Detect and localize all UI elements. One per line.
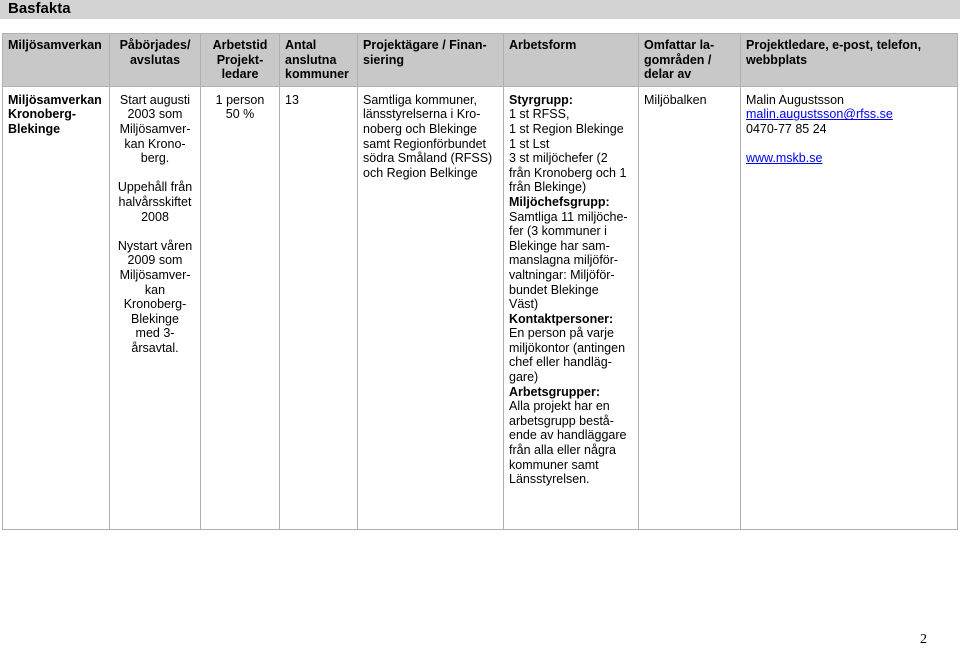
cell-projektagare: Samtliga kommuner, länsstyrelserna i Kro- noberg och Blekinge samt Regionförbundet södra Småland (RFSS) och Region Belkinge xyxy=(358,86,504,529)
cell-paborjades: Start augusti 2003 som Miljösamver- kan Krono- berg. Uppehåll från halvårsskiftet 2008 Nystart våren 2009 som Miljösamver- kan Kronoberg- Blekinge med 3- årsavtal. xyxy=(110,86,201,529)
section-heading-bar xyxy=(0,0,960,19)
header-projektledare: Projektledare, e-post, telefon, webbplats xyxy=(741,34,958,87)
header-arbetsform: Arbetsform xyxy=(504,34,639,87)
styrgrupp-title: Styrgrupp: xyxy=(509,92,573,107)
leader-phone: 0470-77 85 24 xyxy=(746,121,827,136)
cell-arbetstid: 1 person 50 % xyxy=(201,86,280,529)
arbetsgrupper-title: Arbetsgrupper: xyxy=(509,384,600,399)
header-omfattar: Omfattar la- gområden / delar av xyxy=(639,34,741,87)
section-heading: Basfakta xyxy=(8,0,71,17)
table-row xyxy=(3,86,958,529)
header-miljosamverkan: Miljösamverkan xyxy=(3,34,110,87)
header-paborjades: Påbörjades/ avslutas xyxy=(110,34,201,87)
kontakt-title: Kontaktpersoner: xyxy=(509,311,614,326)
leader-name: Malin Augustsson xyxy=(746,92,844,107)
page-number: 2 xyxy=(920,632,927,647)
cell-antal-kommuner: 13 xyxy=(280,86,358,529)
cell-name: Miljösamverkan Kronoberg- Blekinge xyxy=(3,86,110,529)
cell-arbetsform: Styrgrupp: 1 st RFSS, 1 st Region Blekinge 1 st Lst 3 st miljöchefer (2 från Kronoberg och 1 från Blekinge) Miljöchefsgrupp: Samtliga 11 miljöche- fer (3 kommuner i Blekinge har sam- manslagna miljöför- valtningar: Miljöför- bundet Blekinge Väst) Kontaktpersoner: En person på varje miljökontor (antingen chef eller handläg- gare) Arbetsgrupper: Alla projekt har en arbetsgrupp bestå- ende av handläggare från alla eller några kommuner samt Länsstyrelsen. xyxy=(504,86,639,529)
basfakta-table xyxy=(2,33,958,530)
leader-email-link[interactable]: malin.augustsson@rfss.se xyxy=(746,107,893,122)
cell-projektledare xyxy=(741,86,958,529)
header-arbetstid: Arbetstid Projekt- ledare xyxy=(201,34,280,87)
header-projektagare: Projektägare / Finan- siering xyxy=(358,34,504,87)
chefsgrupp-title: Miljöchefsgrupp: xyxy=(509,194,610,209)
cell-omfattar: Miljöbalken xyxy=(639,86,741,529)
header-antal-kommuner: Antal anslutna kommuner xyxy=(280,34,358,87)
leader-website-link[interactable]: www.mskb.se xyxy=(746,151,823,166)
table-header-row xyxy=(3,34,958,87)
